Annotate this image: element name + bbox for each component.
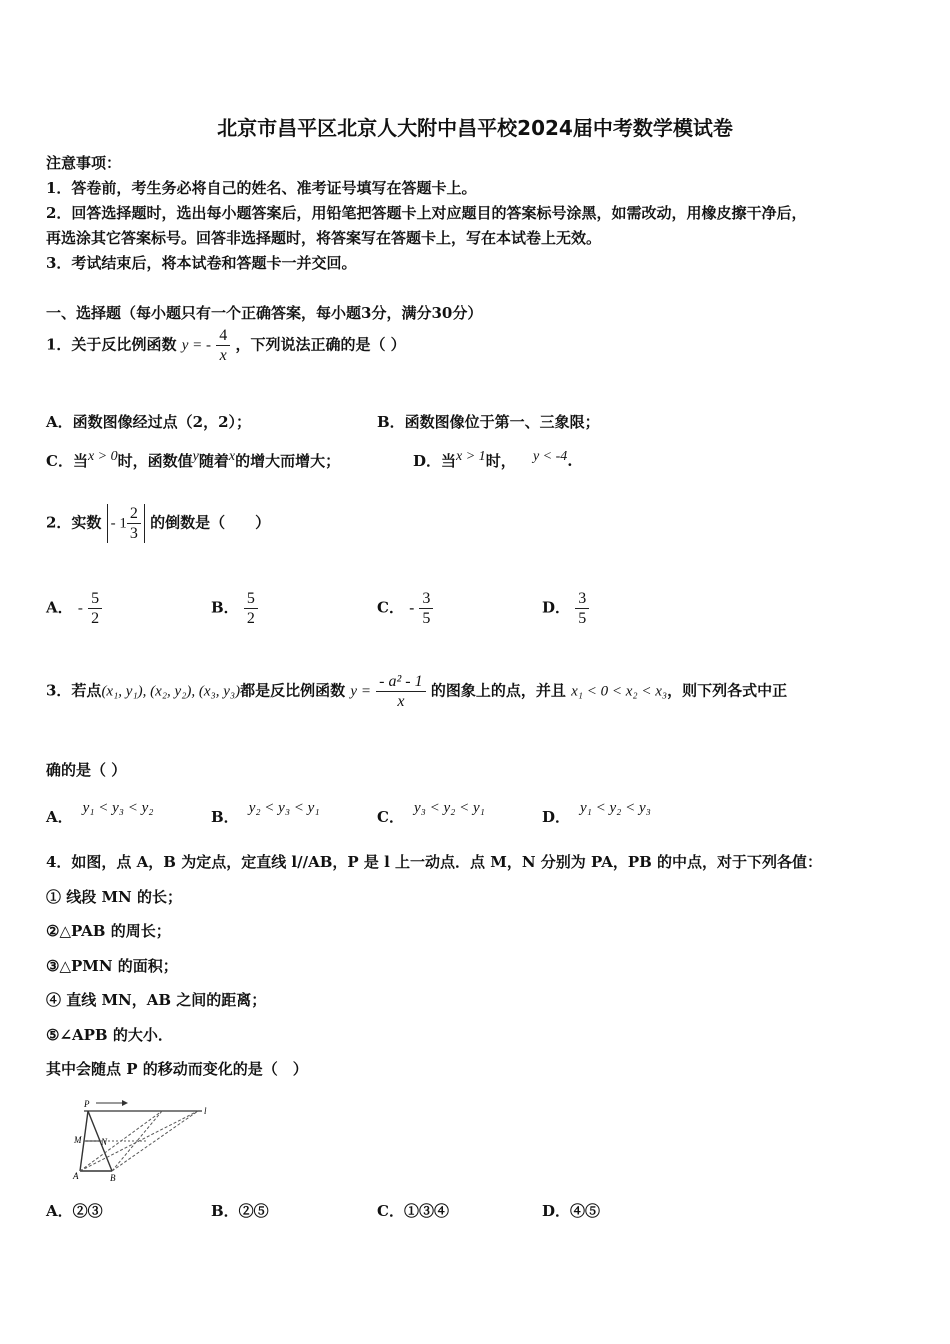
q3-a-label: A．: [46, 808, 73, 826]
q3-points: (x₁, y₁), (x₂, y₂), (x₃, y₃): [101, 683, 241, 700]
q1-function-lhs: y = -: [181, 337, 211, 354]
q1-c-end: 的增大而增大；: [235, 452, 341, 470]
q1-option-a: A．函数图像经过点（2，2）；: [46, 413, 252, 431]
notice-heading: 注意事项：: [46, 154, 122, 172]
q1-option-c: [46, 449, 340, 471]
figure-label-a: A: [73, 1171, 79, 1181]
notice-line-2b: 再选涂其它答案标号。回答非选择题时，将答案写在答题卡上，写在本试卷上无效。: [46, 229, 602, 247]
q2-b-label: B．: [211, 598, 239, 617]
q4-item-4: ④ 直线 MN，AB 之间的距离；: [46, 991, 267, 1009]
q1-c-mid1: 时，函数值: [117, 452, 193, 470]
q4-option-a: A．②③: [46, 1202, 103, 1220]
q2-prefix: 2．实数: [46, 513, 102, 532]
question-3-stem: [46, 672, 787, 711]
q2-absolute-value: [107, 504, 145, 543]
q1-fraction-denominator: x: [219, 347, 227, 364]
q1-d-result: y < -4: [532, 449, 568, 464]
q3-d-value: y₁ < y₂ < y₃: [580, 800, 651, 816]
q4-item-5: ⑤∠APB 的大小．: [46, 1026, 173, 1044]
notice-line-3: 3．考试结束后，将本试卷和答题卡一并交回。: [46, 254, 357, 272]
q2-c-numerator: 3: [419, 589, 433, 609]
q3-fraction: [376, 672, 425, 711]
q2-a-label: A．: [46, 598, 73, 617]
q3-stem-line-2: 确的是（ ）: [46, 761, 127, 779]
q2-abs-fraction: [127, 504, 141, 543]
figure-label-n: N: [101, 1137, 108, 1147]
question-4-stem: 4．如图，点 A，B 为定点，定直线 l//AB，P 是 l 上一动点．点 M，N 分别为 PA，PB 的中点，对于下列各值：: [46, 853, 823, 871]
q2-d-denominator: 5: [578, 610, 587, 627]
q3-mid1: 都是反比例函数: [240, 681, 346, 700]
q4-option-b: B．②⑤: [211, 1202, 269, 1220]
q4-item-2: ②△PAB 的周长；: [46, 922, 171, 940]
q1-fraction: [216, 326, 230, 365]
q1-fraction-numerator: 4: [216, 326, 230, 346]
q4-item-1: ① 线段 MN 的长；: [46, 888, 182, 906]
figure-label-m: M: [74, 1135, 82, 1145]
q4-item-3: ③△PMN 的面积；: [46, 957, 178, 975]
q1-d-mid: 时，: [485, 452, 516, 470]
page-title: 北京市昌平区北京人大附中昌平校2024届中考数学模试卷: [217, 116, 733, 140]
question-1-stem: [46, 326, 406, 365]
q1-c-y: y: [192, 449, 199, 464]
q2-a-sign: -: [77, 600, 83, 617]
q1-suffix: ，下列说法正确的是（ ）: [235, 335, 406, 354]
q2-c-label: C．: [377, 598, 404, 617]
q2-option-d: [542, 589, 589, 628]
q2-abs-numerator: 2: [127, 504, 141, 524]
q3-option-a: [46, 796, 154, 826]
section-heading: 一、选择题（每小题只有一个正确答案，每小题3分，满分30分）: [46, 304, 483, 322]
q4-question: 其中会随点 P 的移动而变化的是（ ）: [46, 1060, 308, 1078]
notice-line-1: 1．答卷前，考生务必将自己的姓名、准考证号填写在答题卡上。: [46, 179, 477, 197]
q2-b-fraction: [244, 589, 258, 628]
figure-label-l: l: [204, 1106, 207, 1116]
q3-function-lhs: y =: [350, 683, 371, 700]
q3-a-value: y₁ < y₃ < y₂: [82, 800, 154, 816]
q1-prefix: 1．关于反比例函数: [46, 335, 177, 354]
q1-d-end: .: [567, 452, 573, 470]
q1-option-d: [413, 449, 573, 471]
figure-label-p: P: [84, 1099, 90, 1109]
figure-arrow-head: [122, 1100, 128, 1106]
q3-c-value: y₃ < y₂ < y₁: [413, 800, 485, 816]
q2-d-label: D．: [542, 598, 571, 617]
q2-suffix: 的倒数是（ ）: [150, 513, 271, 532]
q2-a-fraction: [88, 589, 102, 628]
q2-option-b: [211, 589, 258, 628]
q3-d-label: D．: [542, 808, 571, 826]
q3-end: ，则下列各式中正: [667, 681, 788, 700]
q3-c-label: C．: [377, 808, 404, 826]
q3-b-value: y₂ < y₃ < y₁: [248, 800, 320, 816]
q2-c-fraction: [419, 589, 433, 628]
q1-c-condition: x > 0: [87, 449, 118, 464]
q3-condition: x₁ < 0 < x₂ < x₃: [571, 683, 668, 700]
q2-option-c: [377, 589, 433, 628]
q3-fraction-numerator: - a² - 1: [376, 672, 425, 692]
q2-b-numerator: 5: [244, 589, 258, 609]
q1-option-b: B．函数图像位于第一、三象限；: [377, 413, 600, 431]
q1-c-prefix: C．当: [46, 452, 88, 470]
q2-abs-integer: - 1: [110, 515, 127, 532]
q2-abs-denominator: 3: [129, 525, 138, 542]
notice-line-2a: 2．回答选择题时，选出每小题答案后，用铅笔把答题卡上对应题目的答案标号涂黑，如需改动，用橡皮擦干净后，: [46, 204, 807, 222]
q3-prefix: 3．若点: [46, 681, 102, 700]
q2-d-fraction: [575, 589, 589, 628]
q3-option-d: [542, 796, 651, 826]
q3-option-c: [377, 796, 485, 826]
q3-mid2: 的图象上的点，并且: [430, 681, 566, 700]
figure-label-b: B: [110, 1173, 116, 1183]
q1-c-mid2: 随着: [198, 452, 229, 470]
q2-a-denominator: 2: [91, 610, 100, 627]
q2-c-sign: -: [409, 600, 415, 617]
q3-b-label: B．: [211, 808, 239, 826]
q2-a-numerator: 5: [88, 589, 102, 609]
q2-d-numerator: 3: [575, 589, 589, 609]
q4-option-c: C．①③④: [377, 1202, 449, 1220]
q2-c-denominator: 5: [422, 610, 431, 627]
q3-fraction-denominator: x: [397, 693, 405, 710]
q2-b-denominator: 2: [246, 610, 255, 627]
q4-geometry-figure: [66, 1095, 216, 1185]
q4-option-d: D．④⑤: [542, 1202, 601, 1220]
q2-option-a: [46, 589, 102, 628]
question-2-stem: [46, 504, 270, 543]
q3-option-b: [211, 796, 320, 826]
q1-d-prefix: D．当: [413, 452, 457, 470]
q1-c-x: x: [228, 449, 236, 464]
q1-d-condition: x > 1: [456, 449, 486, 464]
